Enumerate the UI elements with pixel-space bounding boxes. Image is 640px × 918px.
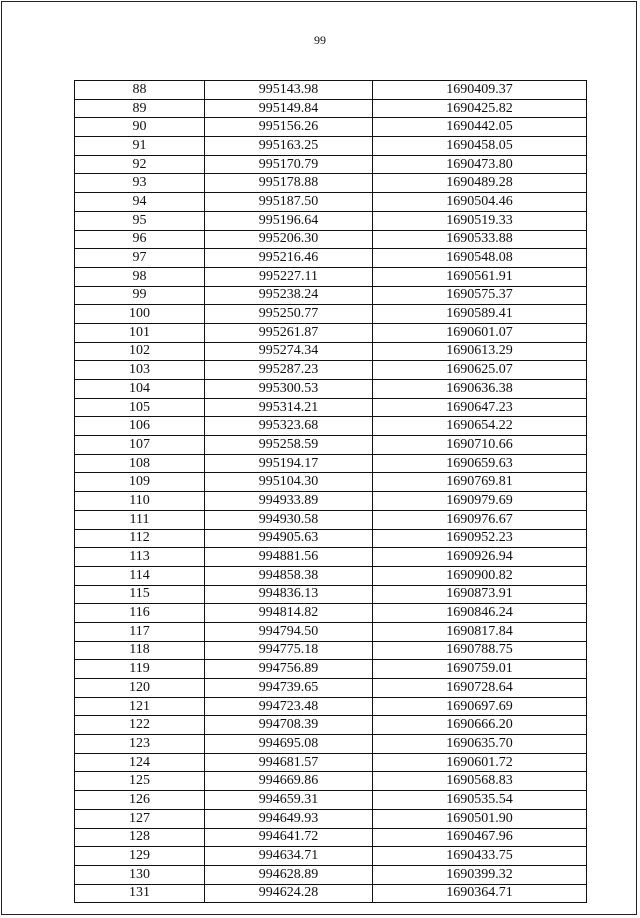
table-row [75, 193, 587, 212]
table-row [75, 473, 587, 492]
x-coordinate-cell: 995250.77 [205, 305, 373, 324]
y-coordinate-cell: 1690647.23 [373, 398, 587, 417]
point-number-cell: 103 [75, 361, 205, 380]
x-coordinate-cell: 995163.25 [205, 137, 373, 156]
y-coordinate-cell: 1690458.05 [373, 137, 587, 156]
y-coordinate-cell: 1690697.69 [373, 697, 587, 716]
point-number-cell: 122 [75, 716, 205, 735]
y-coordinate-cell: 1690519.33 [373, 211, 587, 230]
y-coordinate-cell: 1690759.01 [373, 660, 587, 679]
table-row [75, 81, 587, 100]
table-row [75, 454, 587, 473]
coordinates-table [74, 80, 587, 903]
table-row [75, 772, 587, 791]
point-number-cell: 100 [75, 305, 205, 324]
x-coordinate-cell: 994649.93 [205, 809, 373, 828]
x-coordinate-cell: 994723.48 [205, 697, 373, 716]
x-coordinate-cell: 995287.23 [205, 361, 373, 380]
table-row [75, 660, 587, 679]
table-row [75, 436, 587, 455]
y-coordinate-cell: 1690976.67 [373, 510, 587, 529]
point-number-cell: 119 [75, 660, 205, 679]
y-coordinate-cell: 1690846.24 [373, 604, 587, 623]
coordinates-table-body [75, 81, 587, 903]
y-coordinate-cell: 1690501.90 [373, 809, 587, 828]
point-number-cell: 99 [75, 286, 205, 305]
y-coordinate-cell: 1690433.75 [373, 847, 587, 866]
point-number-cell: 96 [75, 230, 205, 249]
x-coordinate-cell: 995258.59 [205, 436, 373, 455]
y-coordinate-cell: 1690467.96 [373, 828, 587, 847]
table-row [75, 155, 587, 174]
y-coordinate-cell: 1690442.05 [373, 118, 587, 137]
table-row [75, 697, 587, 716]
point-number-cell: 126 [75, 791, 205, 810]
table-row [75, 510, 587, 529]
y-coordinate-cell: 1690548.08 [373, 249, 587, 268]
point-number-cell: 107 [75, 436, 205, 455]
point-number-cell: 88 [75, 81, 205, 100]
point-number-cell: 125 [75, 772, 205, 791]
point-number-cell: 106 [75, 417, 205, 436]
point-number-cell: 95 [75, 211, 205, 230]
table-row [75, 118, 587, 137]
y-coordinate-cell: 1690489.28 [373, 174, 587, 193]
x-coordinate-cell: 995187.50 [205, 193, 373, 212]
x-coordinate-cell: 995206.30 [205, 230, 373, 249]
x-coordinate-cell: 994933.89 [205, 492, 373, 511]
point-number-cell: 128 [75, 828, 205, 847]
point-number-cell: 91 [75, 137, 205, 156]
table-row [75, 809, 587, 828]
y-coordinate-cell: 1690728.64 [373, 679, 587, 698]
x-coordinate-cell: 995104.30 [205, 473, 373, 492]
table-row [75, 380, 587, 399]
x-coordinate-cell: 994634.71 [205, 847, 373, 866]
table-row [75, 342, 587, 361]
table-row [75, 622, 587, 641]
y-coordinate-cell: 1690769.81 [373, 473, 587, 492]
point-number-cell: 117 [75, 622, 205, 641]
point-number-cell: 94 [75, 193, 205, 212]
x-coordinate-cell: 995227.11 [205, 267, 373, 286]
table-row [75, 735, 587, 754]
table-row [75, 230, 587, 249]
point-number-cell: 114 [75, 566, 205, 585]
x-coordinate-cell: 995194.17 [205, 454, 373, 473]
y-coordinate-cell: 1690409.37 [373, 81, 587, 100]
point-number-cell: 131 [75, 884, 205, 903]
table-row [75, 137, 587, 156]
table-row [75, 865, 587, 884]
point-number-cell: 129 [75, 847, 205, 866]
point-number-cell: 108 [75, 454, 205, 473]
y-coordinate-cell: 1690473.80 [373, 155, 587, 174]
x-coordinate-cell: 994708.39 [205, 716, 373, 735]
point-number-cell: 130 [75, 865, 205, 884]
table-row [75, 828, 587, 847]
y-coordinate-cell: 1690425.82 [373, 99, 587, 118]
y-coordinate-cell: 1690589.41 [373, 305, 587, 324]
point-number-cell: 124 [75, 753, 205, 772]
table-row [75, 641, 587, 660]
table-row [75, 323, 587, 342]
x-coordinate-cell: 994836.13 [205, 585, 373, 604]
x-coordinate-cell: 994905.63 [205, 529, 373, 548]
point-number-cell: 118 [75, 641, 205, 660]
y-coordinate-cell: 1690568.83 [373, 772, 587, 791]
y-coordinate-cell: 1690979.69 [373, 492, 587, 511]
x-coordinate-cell: 994814.82 [205, 604, 373, 623]
point-number-cell: 112 [75, 529, 205, 548]
table-row [75, 211, 587, 230]
x-coordinate-cell: 995238.24 [205, 286, 373, 305]
y-coordinate-cell: 1690710.66 [373, 436, 587, 455]
x-coordinate-cell: 994756.89 [205, 660, 373, 679]
point-number-cell: 127 [75, 809, 205, 828]
x-coordinate-cell: 994794.50 [205, 622, 373, 641]
y-coordinate-cell: 1690535.54 [373, 791, 587, 810]
point-number-cell: 101 [75, 323, 205, 342]
x-coordinate-cell: 995323.68 [205, 417, 373, 436]
x-coordinate-cell: 994641.72 [205, 828, 373, 847]
x-coordinate-cell: 995156.26 [205, 118, 373, 137]
x-coordinate-cell: 995261.87 [205, 323, 373, 342]
y-coordinate-cell: 1690635.70 [373, 735, 587, 754]
y-coordinate-cell: 1690533.88 [373, 230, 587, 249]
table-row [75, 286, 587, 305]
table-row [75, 305, 587, 324]
table-row [75, 267, 587, 286]
table-row [75, 847, 587, 866]
x-coordinate-cell: 994739.65 [205, 679, 373, 698]
x-coordinate-cell: 994624.28 [205, 884, 373, 903]
x-coordinate-cell: 994628.89 [205, 865, 373, 884]
y-coordinate-cell: 1690504.46 [373, 193, 587, 212]
y-coordinate-cell: 1690613.29 [373, 342, 587, 361]
x-coordinate-cell: 994858.38 [205, 566, 373, 585]
y-coordinate-cell: 1690659.63 [373, 454, 587, 473]
table-row [75, 585, 587, 604]
x-coordinate-cell: 994659.31 [205, 791, 373, 810]
y-coordinate-cell: 1690399.32 [373, 865, 587, 884]
y-coordinate-cell: 1690817.84 [373, 622, 587, 641]
point-number-cell: 113 [75, 548, 205, 567]
point-number-cell: 110 [75, 492, 205, 511]
point-number-cell: 121 [75, 697, 205, 716]
y-coordinate-cell: 1690625.07 [373, 361, 587, 380]
x-coordinate-cell: 994881.56 [205, 548, 373, 567]
point-number-cell: 120 [75, 679, 205, 698]
y-coordinate-cell: 1690601.72 [373, 753, 587, 772]
point-number-cell: 123 [75, 735, 205, 754]
y-coordinate-cell: 1690654.22 [373, 417, 587, 436]
y-coordinate-cell: 1690900.82 [373, 566, 587, 585]
point-number-cell: 105 [75, 398, 205, 417]
x-coordinate-cell: 994695.08 [205, 735, 373, 754]
table-row [75, 791, 587, 810]
table-row [75, 548, 587, 567]
table-row [75, 99, 587, 118]
table-row [75, 398, 587, 417]
x-coordinate-cell: 994681.57 [205, 753, 373, 772]
y-coordinate-cell: 1690561.91 [373, 267, 587, 286]
x-coordinate-cell: 995300.53 [205, 380, 373, 399]
x-coordinate-cell: 995170.79 [205, 155, 373, 174]
point-number-cell: 93 [75, 174, 205, 193]
y-coordinate-cell: 1690873.91 [373, 585, 587, 604]
x-coordinate-cell: 995178.88 [205, 174, 373, 193]
point-number-cell: 109 [75, 473, 205, 492]
y-coordinate-cell: 1690666.20 [373, 716, 587, 735]
page-number: 99 [314, 33, 326, 47]
point-number-cell: 116 [75, 604, 205, 623]
point-number-cell: 102 [75, 342, 205, 361]
x-coordinate-cell: 995216.46 [205, 249, 373, 268]
table-row [75, 566, 587, 585]
point-number-cell: 111 [75, 510, 205, 529]
y-coordinate-cell: 1690364.71 [373, 884, 587, 903]
point-number-cell: 90 [75, 118, 205, 137]
y-coordinate-cell: 1690952.23 [373, 529, 587, 548]
table-row [75, 249, 587, 268]
point-number-cell: 115 [75, 585, 205, 604]
y-coordinate-cell: 1690575.37 [373, 286, 587, 305]
table-row [75, 361, 587, 380]
x-coordinate-cell: 994930.58 [205, 510, 373, 529]
table-row [75, 529, 587, 548]
table-row [75, 716, 587, 735]
point-number-cell: 98 [75, 267, 205, 286]
y-coordinate-cell: 1690601.07 [373, 323, 587, 342]
x-coordinate-cell: 995314.21 [205, 398, 373, 417]
x-coordinate-cell: 995143.98 [205, 81, 373, 100]
x-coordinate-cell: 995149.84 [205, 99, 373, 118]
y-coordinate-cell: 1690926.94 [373, 548, 587, 567]
x-coordinate-cell: 994775.18 [205, 641, 373, 660]
point-number-cell: 92 [75, 155, 205, 174]
table-row [75, 174, 587, 193]
table-row [75, 679, 587, 698]
y-coordinate-cell: 1690788.75 [373, 641, 587, 660]
point-number-cell: 97 [75, 249, 205, 268]
point-number-cell: 89 [75, 99, 205, 118]
table-row [75, 417, 587, 436]
x-coordinate-cell: 995196.64 [205, 211, 373, 230]
y-coordinate-cell: 1690636.38 [373, 380, 587, 399]
table-row [75, 604, 587, 623]
point-number-cell: 104 [75, 380, 205, 399]
x-coordinate-cell: 994669.86 [205, 772, 373, 791]
table-row [75, 884, 587, 903]
x-coordinate-cell: 995274.34 [205, 342, 373, 361]
table-row [75, 492, 587, 511]
table-row [75, 753, 587, 772]
